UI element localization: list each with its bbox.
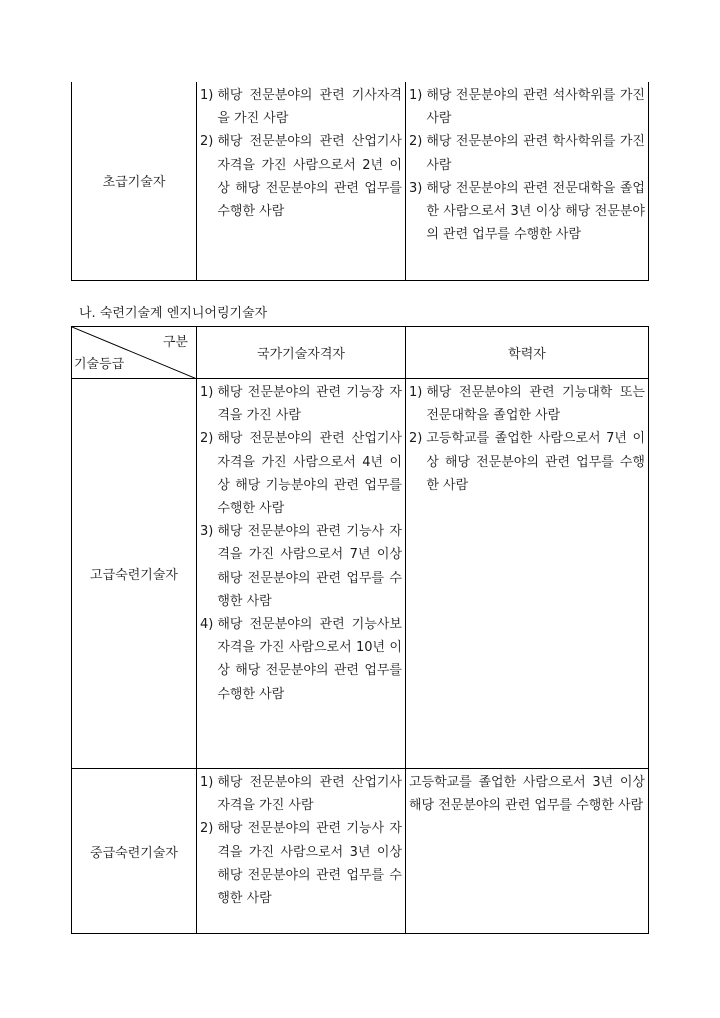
table-beginner-engineer xyxy=(71,82,649,281)
list-item: 1) 해당 전문분야의 관련 기능장 자격을 가진 사람 xyxy=(200,385,402,424)
column-header-education: 학력자 xyxy=(406,327,649,379)
list-item: 2) 해당 전문분야의 관련 산업기사 자격을 가진 사람으로서 4년 이상 해당 기능분야의 관련 업무를 수행한 사람 xyxy=(200,431,402,517)
list-item: 2) 해당 전문분야의 관련 산업기사자격을 가진 사람으로서 2년 이상 해당 전문분야의 관련 업무를 수행한 사람 xyxy=(200,134,402,220)
grade-cell: 고급숙련기술자 xyxy=(72,379,197,769)
education-cell xyxy=(406,379,649,769)
list-item: 2) 해당 전문분야의 관련 학사학위를 가진 사람 xyxy=(409,134,645,173)
section-title: 나. 숙련기술계 엔지니어링기술자 xyxy=(79,306,268,321)
table-row xyxy=(72,379,649,769)
list-item: 1) 해당 전문분야의 관련 산업기사 자격을 가진 사람 xyxy=(200,775,402,814)
table-row xyxy=(72,82,649,280)
qualification-cell xyxy=(197,769,406,934)
qualification-cell xyxy=(197,82,406,280)
list-item: 1) 해당 전문분야의 관련 석사학위를 가진 사람 xyxy=(409,88,645,127)
grade-cell: 중급숙련기술자 xyxy=(72,769,197,934)
education-cell: 고등학교를 졸업한 사람으로서 3년 이상 해당 전문분야의 관련 업무를 수행한 사람 xyxy=(406,769,649,934)
list-item: 1) 해당 전문분야의 관련 기능대학 또는 전문대학을 졸업한 사람 xyxy=(409,385,645,424)
list-item: 2) 고등학교를 졸업한 사람으로서 7년 이상 해당 전문분야의 관련 업무를 수행한 사람 xyxy=(409,431,645,493)
qualification-cell xyxy=(197,379,406,769)
header-grade-label: 기술등급 xyxy=(74,357,125,372)
list-item: 4) 해당 전문분야의 관련 기능사보자격을 가진 사람으로서 10년 이상 해당 전문분야의 관련 업무를 수행한 사람 xyxy=(200,617,402,702)
list-item: 3) 해당 전문분야의 관련 기능사 자격을 가진 사람으로서 7년 이상 해당 전문분야의 관련 업무를 수행한 사람 xyxy=(200,524,402,609)
column-header-qualification: 국가기술자격자 xyxy=(197,327,406,379)
list-item: 1) 해당 전문분야의 관련 기사자격을 가진 사람 xyxy=(200,88,402,127)
list-item: 2) 해당 전문분야의 관련 기능사 자격을 가진 사람으로서 3년 이상 해당 전문분야의 관련 업무를 수행한 사람 xyxy=(200,821,402,907)
education-cell xyxy=(406,82,649,280)
header-row xyxy=(72,327,649,379)
diagonal-header-cell xyxy=(72,327,197,379)
table-row xyxy=(72,769,649,934)
grade-cell: 초급기술자 xyxy=(72,82,197,280)
header-category-label: 구분 xyxy=(162,335,188,350)
list-item: 3) 해당 전문분야의 관련 전문대학을 졸업한 사람으로서 3년 이상 해당 전문분야의 관련 업무를 수행한 사람 xyxy=(409,180,645,243)
table-skilled-engineer xyxy=(71,326,649,934)
